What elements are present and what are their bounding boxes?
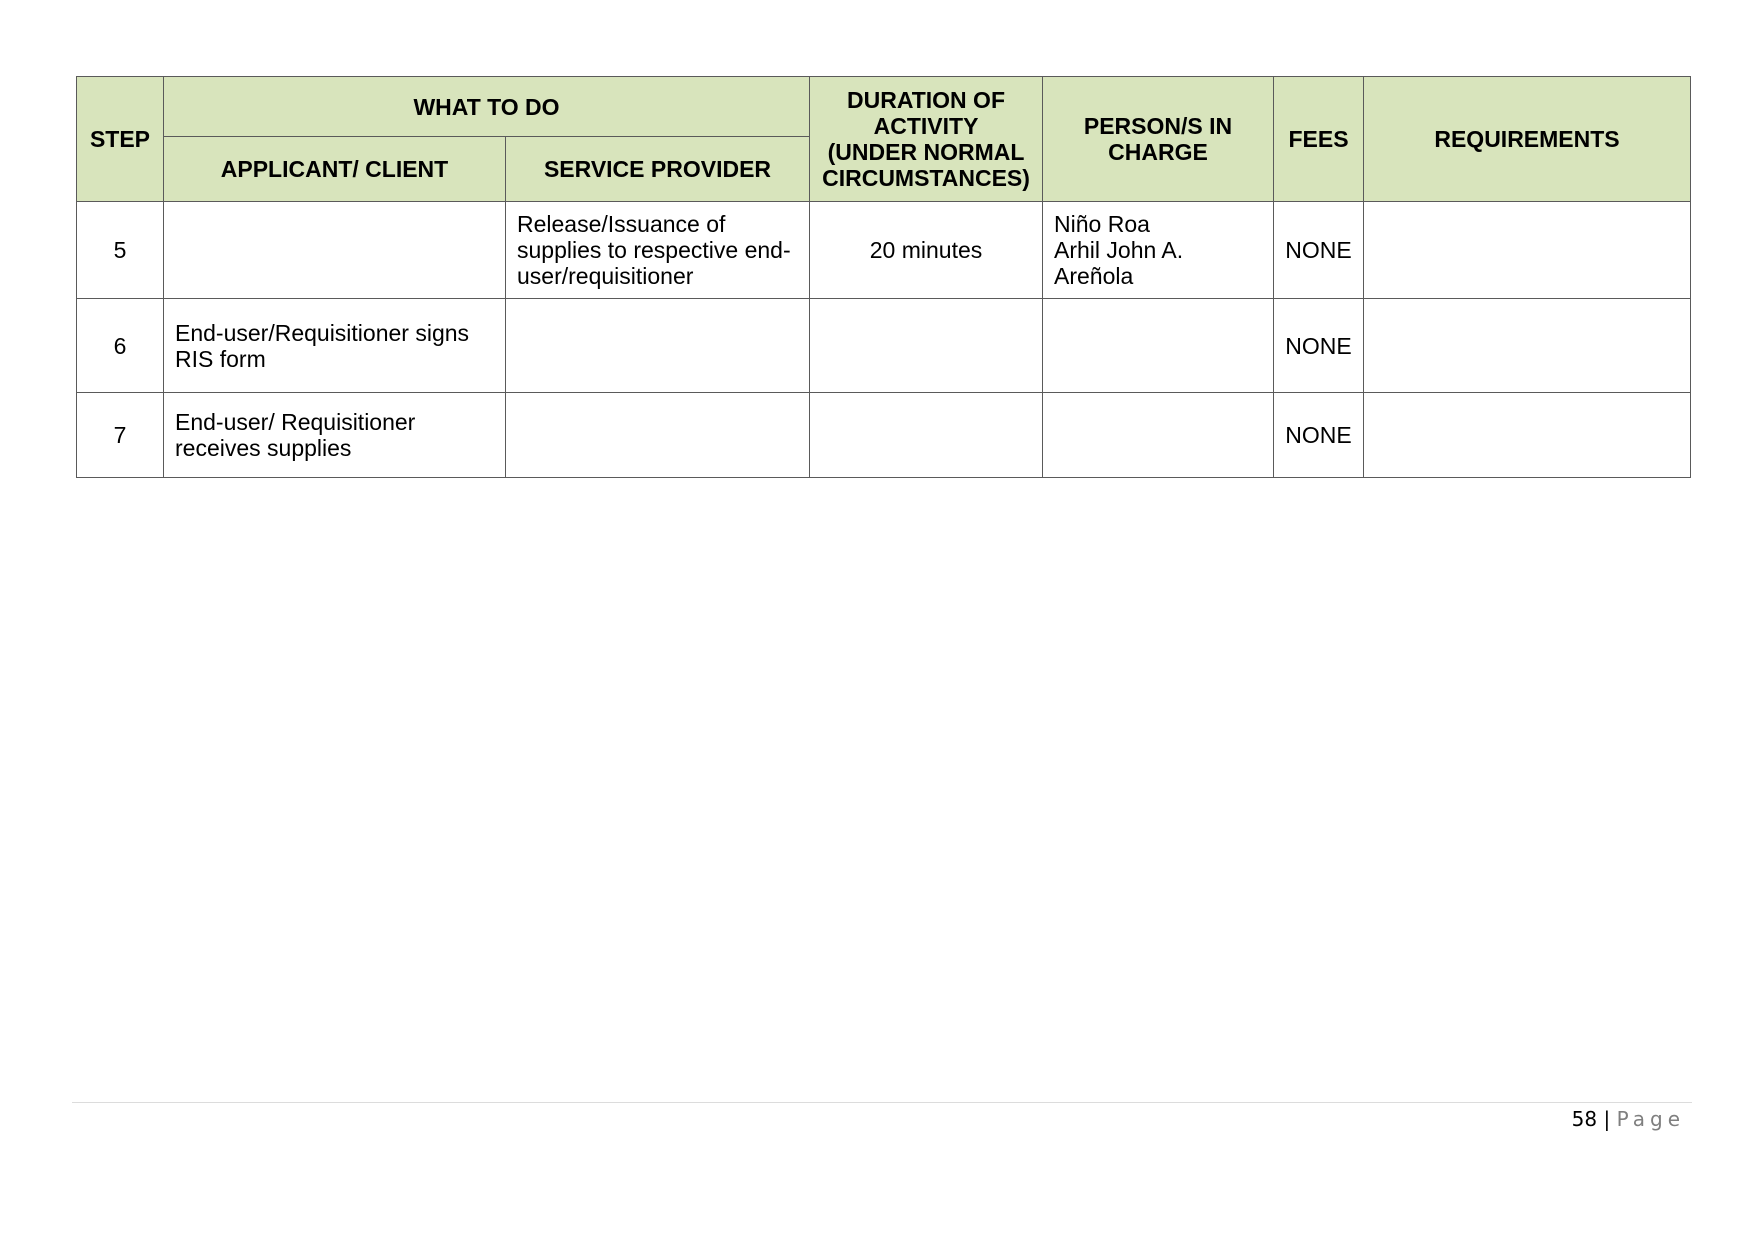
cell-applicant-client: End-user/ Requisitioner receives supplies [164, 393, 506, 478]
header-service-provider: SERVICE PROVIDER [506, 137, 810, 202]
table-header-row [77, 77, 1691, 137]
header-applicant-client: APPLICANT/ CLIENT [164, 137, 506, 202]
cell-persons-in-charge [1043, 393, 1274, 478]
table-row [77, 393, 1691, 478]
cell-requirements [1364, 202, 1691, 299]
cell-applicant-client: End-user/Requisitioner signs RIS form [164, 299, 506, 393]
page-label: Page [1616, 1107, 1685, 1131]
cell-persons-in-charge: Niño Roa Arhil John A. Areñola [1043, 202, 1274, 299]
header-persons-in-charge: PERSON/S IN CHARGE [1043, 77, 1274, 202]
cell-step: 6 [77, 299, 164, 393]
header-what-to-do: WHAT TO DO [164, 77, 810, 137]
header-requirements: REQUIREMENTS [1364, 77, 1691, 202]
header-fees: FEES [1274, 77, 1364, 202]
cell-fees: NONE [1274, 202, 1364, 299]
cell-step: 5 [77, 202, 164, 299]
cell-service-provider: Release/Issuance of supplies to respective end- user/requisitioner [506, 202, 810, 299]
cell-requirements [1364, 393, 1691, 478]
cell-duration [810, 393, 1043, 478]
cell-requirements [1364, 299, 1691, 393]
process-table [76, 76, 1691, 478]
cell-duration [810, 299, 1043, 393]
table-row [77, 202, 1691, 299]
header-step: STEP [77, 77, 164, 202]
cell-fees: NONE [1274, 393, 1364, 478]
cell-persons-in-charge [1043, 299, 1274, 393]
cell-service-provider [506, 299, 810, 393]
cell-fees: NONE [1274, 299, 1364, 393]
cell-service-provider [506, 393, 810, 478]
cell-applicant-client [164, 202, 506, 299]
cell-step: 7 [77, 393, 164, 478]
page-number: 58 [1571, 1107, 1598, 1131]
footer-divider [72, 1102, 1692, 1103]
page-separator: | [1597, 1107, 1617, 1131]
page-footer [1572, 1106, 1685, 1132]
table-row [77, 299, 1691, 393]
cell-duration: 20 minutes [810, 202, 1043, 299]
header-duration: DURATION OF ACTIVITY (UNDER NORMAL CIRCUMSTANCES) [810, 77, 1043, 202]
